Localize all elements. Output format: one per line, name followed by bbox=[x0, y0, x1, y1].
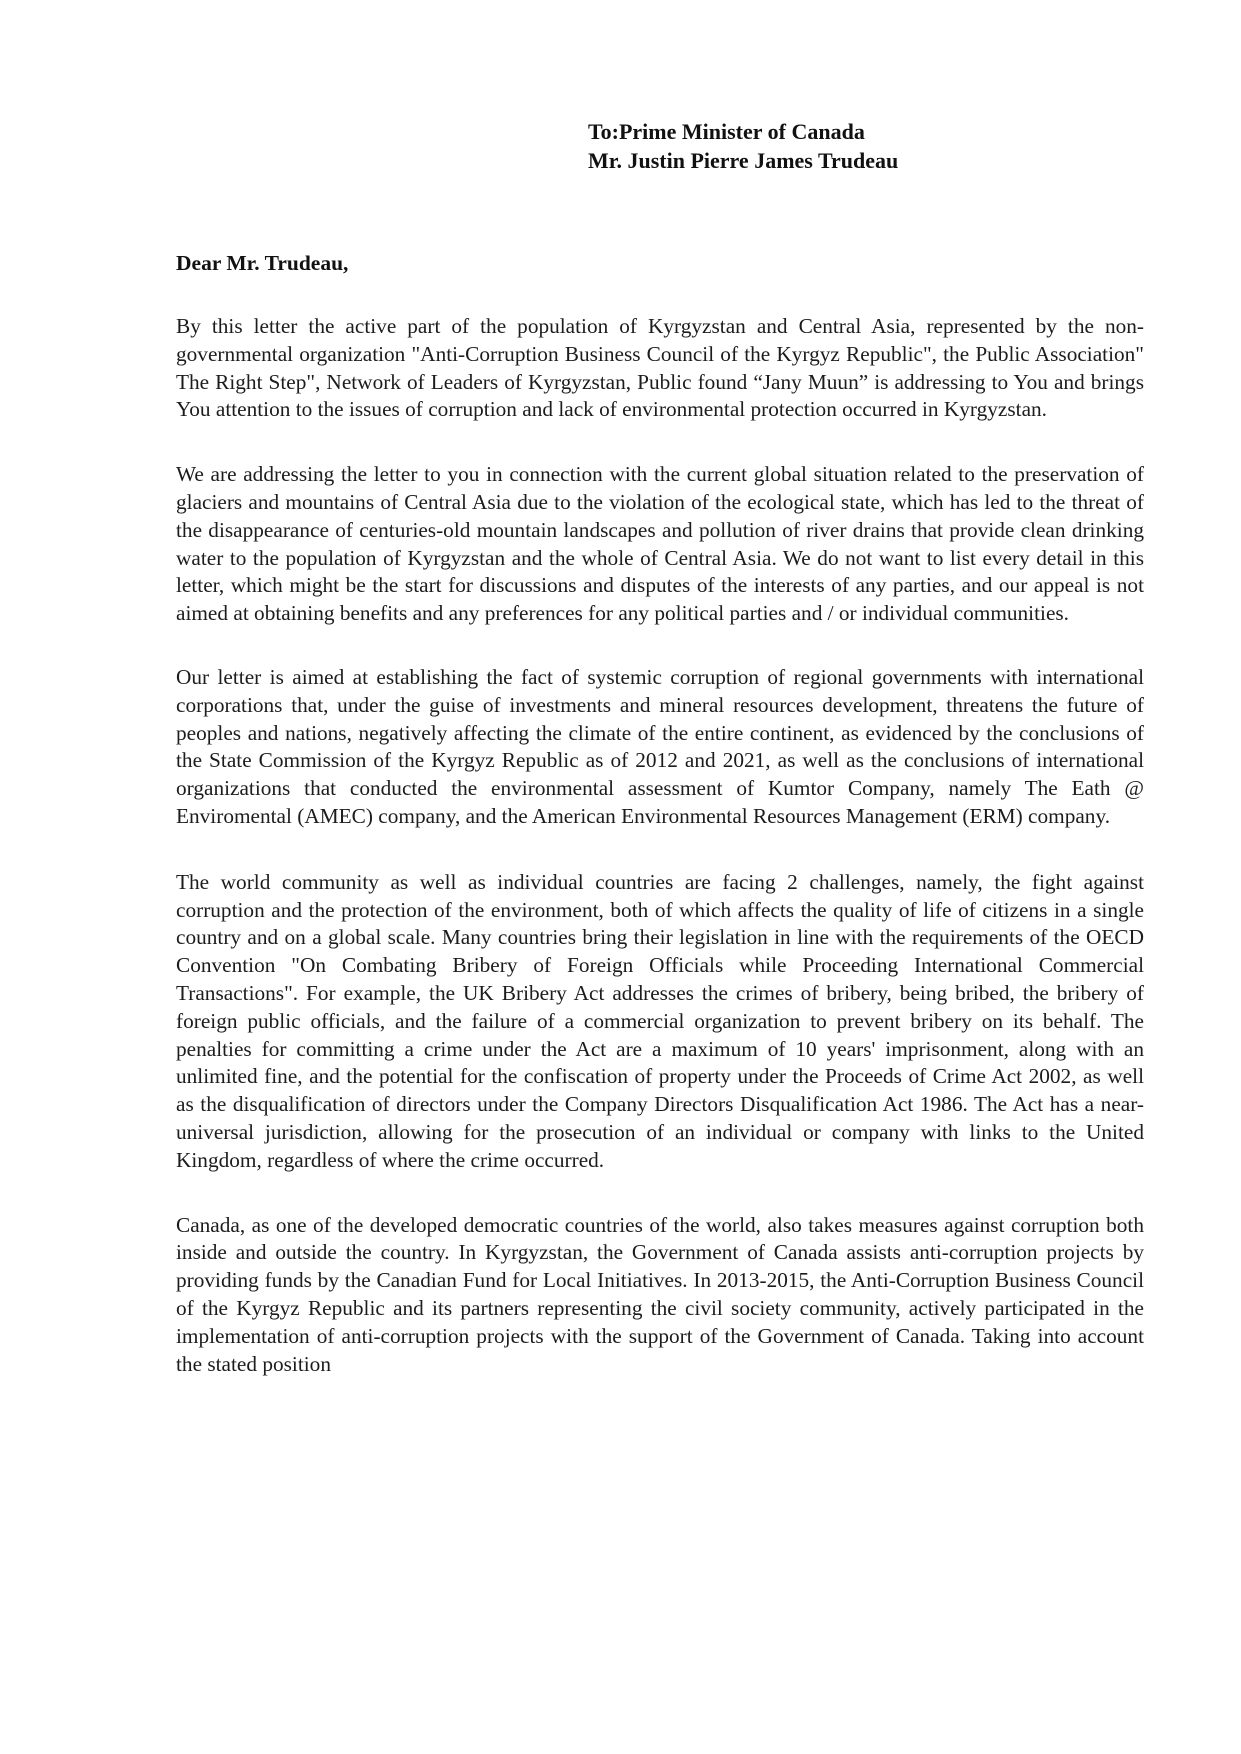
paragraph-introduction: By this letter the active part of the population of Kyrgyzstan and Central Asia, represented by the non-governmental organization "Anti-Corruption Business Council of the Kyrgyz Republic", the Public Association" The Right Step", Network of Leaders of Kyrgyzstan, Public found “Jany Muun” is addressing to You and brings You attention to the issues of corruption and lack of environmental protection occurred in Kyrgyzstan. bbox=[176, 314, 1144, 422]
salutation: Dear Mr. Trudeau, bbox=[176, 251, 349, 275]
addressee-block bbox=[588, 117, 898, 175]
paragraph-systemic-corruption: Our letter is aimed at establishing the fact of systemic corruption of regional governments with international corporations that, under the guise of investments and mineral resources development, threatens the future of peoples and nations, negatively affecting the climate of the entire continent, as evidenced by the conclusions of the State Commission of the Kyrgyz Republic as of 2012 and 2021, as well as the conclusions of international organizations that conducted the environmental assessment of Kumtor Company, namely The Eath @ Enviromental (AMEC) company, and the American Environmental Resources Management (ERM) company. bbox=[176, 664, 1144, 828]
letter-body bbox=[176, 313, 1144, 1415]
paragraph-environmental-situation: We are addressing the letter to you in connection with the current global situation related to the preservation of glaciers and mountains of Central Asia due to the violation of the ecological state, which has led to the threat of the disappearance of centuries-old mountain landscapes and pollution of river drains that provide clean drinking water to the population of Kyrgyzstan and the whole of Central Asia. We do not want to list every detail in this letter, which might be the start for discussions and disputes of the interests of any parties, and our appeal is not aimed at obtaining benefits and any preferences for any political parties and / or individual communities. bbox=[176, 462, 1144, 626]
paragraph-canada-support: Canada, as one of the developed democratic countries of the world, also takes measures against corruption both inside and outside the country. In Kyrgyzstan, the Government of Canada assists anti-corruption projects by providing funds by the Canadian Fund for Local Initiatives. In 2013-2015, the Anti-Corruption Business Council of the Kyrgyz Republic and its partners representing the civil society community, actively participated in the implementation of anti-corruption projects with the support of the Government of Canada. Taking into account the stated position bbox=[176, 1212, 1144, 1376]
addressee-title: To:Prime Minister of Canada bbox=[588, 119, 865, 144]
paragraph-global-challenges: The world community as well as individual countries are facing 2 challenges, namely, the fight against corruption and the protection of the environment, both of which affects the quality of life of citizens in a single country and on a global scale. Many countries bring their legislation in line with the requirements of the OECD Convention "On Combating Bribery of Foreign Officials while Proceeding International Commercial Transactions". For example, the UK Bribery Act addresses the crimes of bribery, being bribed, the bribery of foreign public officials, and the failure of a commercial organization to prevent bribery on its behalf. The penalties for committing a crime under the Act are a maximum of 10 years' imprisonment, along with an unlimited fine, and the potential for the confiscation of property under the Proceeds of Crime Act 2002, as well as the disqualification of directors under the Company Directors Disqualification Act 1986. The Act has a near-universal jurisdiction, allowing for the prosecution of an individual or company with links to the United Kingdom, regardless of where the crime occurred. bbox=[176, 869, 1144, 1172]
addressee-name: Mr. Justin Pierre James Trudeau bbox=[588, 148, 899, 173]
